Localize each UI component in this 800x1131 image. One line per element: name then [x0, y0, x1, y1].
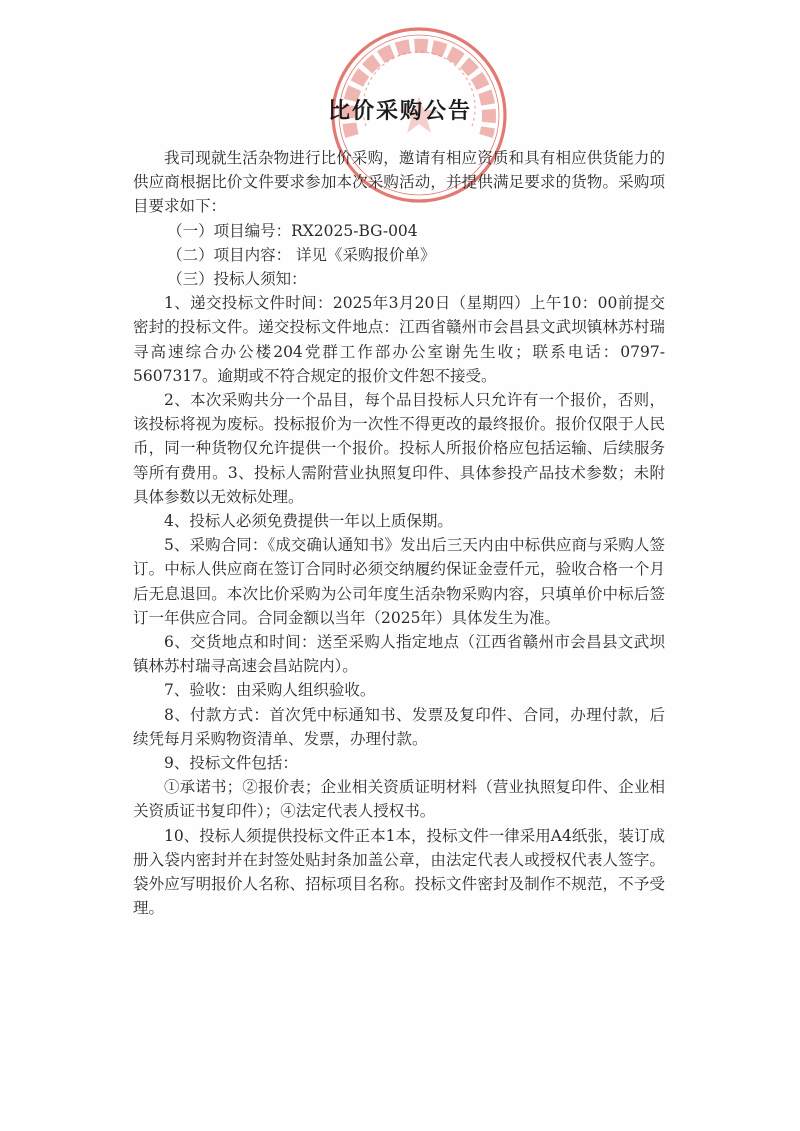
page-title: 比价采购公告 [327, 98, 472, 124]
notice-item-10: 10、投标人须提供投标文件正本1本，投标文件一律采用A4纸张，装订成册入袋内密封并在封签处贴封条加盖公章，由法定代表人或授权代表人签字。袋外应写明报价人名称、招标项目名称。投标文件密封及制作不规范，不予受理。 [133, 826, 665, 918]
project-content: （二）项目内容： 详见《采购报价单》 [167, 245, 436, 264]
notice-item-1: 1、递交投标文件时间：2025年3月20日（星期四）上午10：00前提交密封的投标文件。递交投标文件地点：江西省赣州市会昌县文武坝镇林苏村瑞寻高速综合办公楼204党群工作部办公室谢先生收；联系电话：0797-5607317。逾期或不符合规定的报价文件恕不接受。 [133, 294, 665, 385]
notice-item-2: 2、本次采购共分一个品目，每个品目投标人只允许有一个报价，否则，该投标将视为废标。投标报价为一次性不得更改的最终报价。报价仅限于人民币，同一种货物仅允许提供一个报价。投标人所报价格应包括运输、后续服务等所有费用。3、投标人需附营业执照复印件、具体参投产品技术参数；未附具体参数以无效标处理。 [133, 391, 665, 506]
notice-item-9: 9、投标文件包括： [164, 754, 298, 773]
notice-item-6: 6、交货地点和时间：送至采购人指定地点（江西省赣州市会昌县文武坝镇林苏村瑞寻高速会昌站院内）。 [133, 633, 665, 676]
bidder-notice-heading: （三）投标人须知： [167, 270, 307, 289]
intro-paragraph: 我司现就生活杂物进行比价采购，邀请有相应资质和具有相应供货能力的供应商根据比价文件要求参加本次采购活动，并提供满足要求的货物。采购项目要求如下： [133, 149, 665, 216]
notice-item-4: 4、投标人必须免费提供一年以上质保期。 [164, 512, 453, 531]
notice-item-9-list: ①承诺书；②报价表；企业相关资质证明材料（营业执照复印件、企业相关资质证书复印件）；④法定代表人授权书。 [133, 778, 665, 821]
document-body [133, 146, 665, 921]
notice-item-7: 7、验收：由采购人组织验收。 [164, 681, 376, 700]
notice-item-5: 5、采购合同：《成交确认通知书》发出后三天内由中标供应商与采购人签订。中标人供应商在签订合同时必须交纳履约保证金壹仟元，验收合格一个月后无息退回。本次比价采购为公司年度生活杂物采购内容，只填单价中标后签订一年供应合同。合同金额以当年（2025年）具体发生为准。 [133, 536, 665, 627]
notice-item-8: 8、付款方式：首次凭中标通知书、发票及复印件、合同，办理付款，后续凭每月采购物资清单、发票，办理付款。 [133, 705, 665, 748]
project-number: （一）项目编号：RX2025-BG-004 [167, 221, 418, 240]
